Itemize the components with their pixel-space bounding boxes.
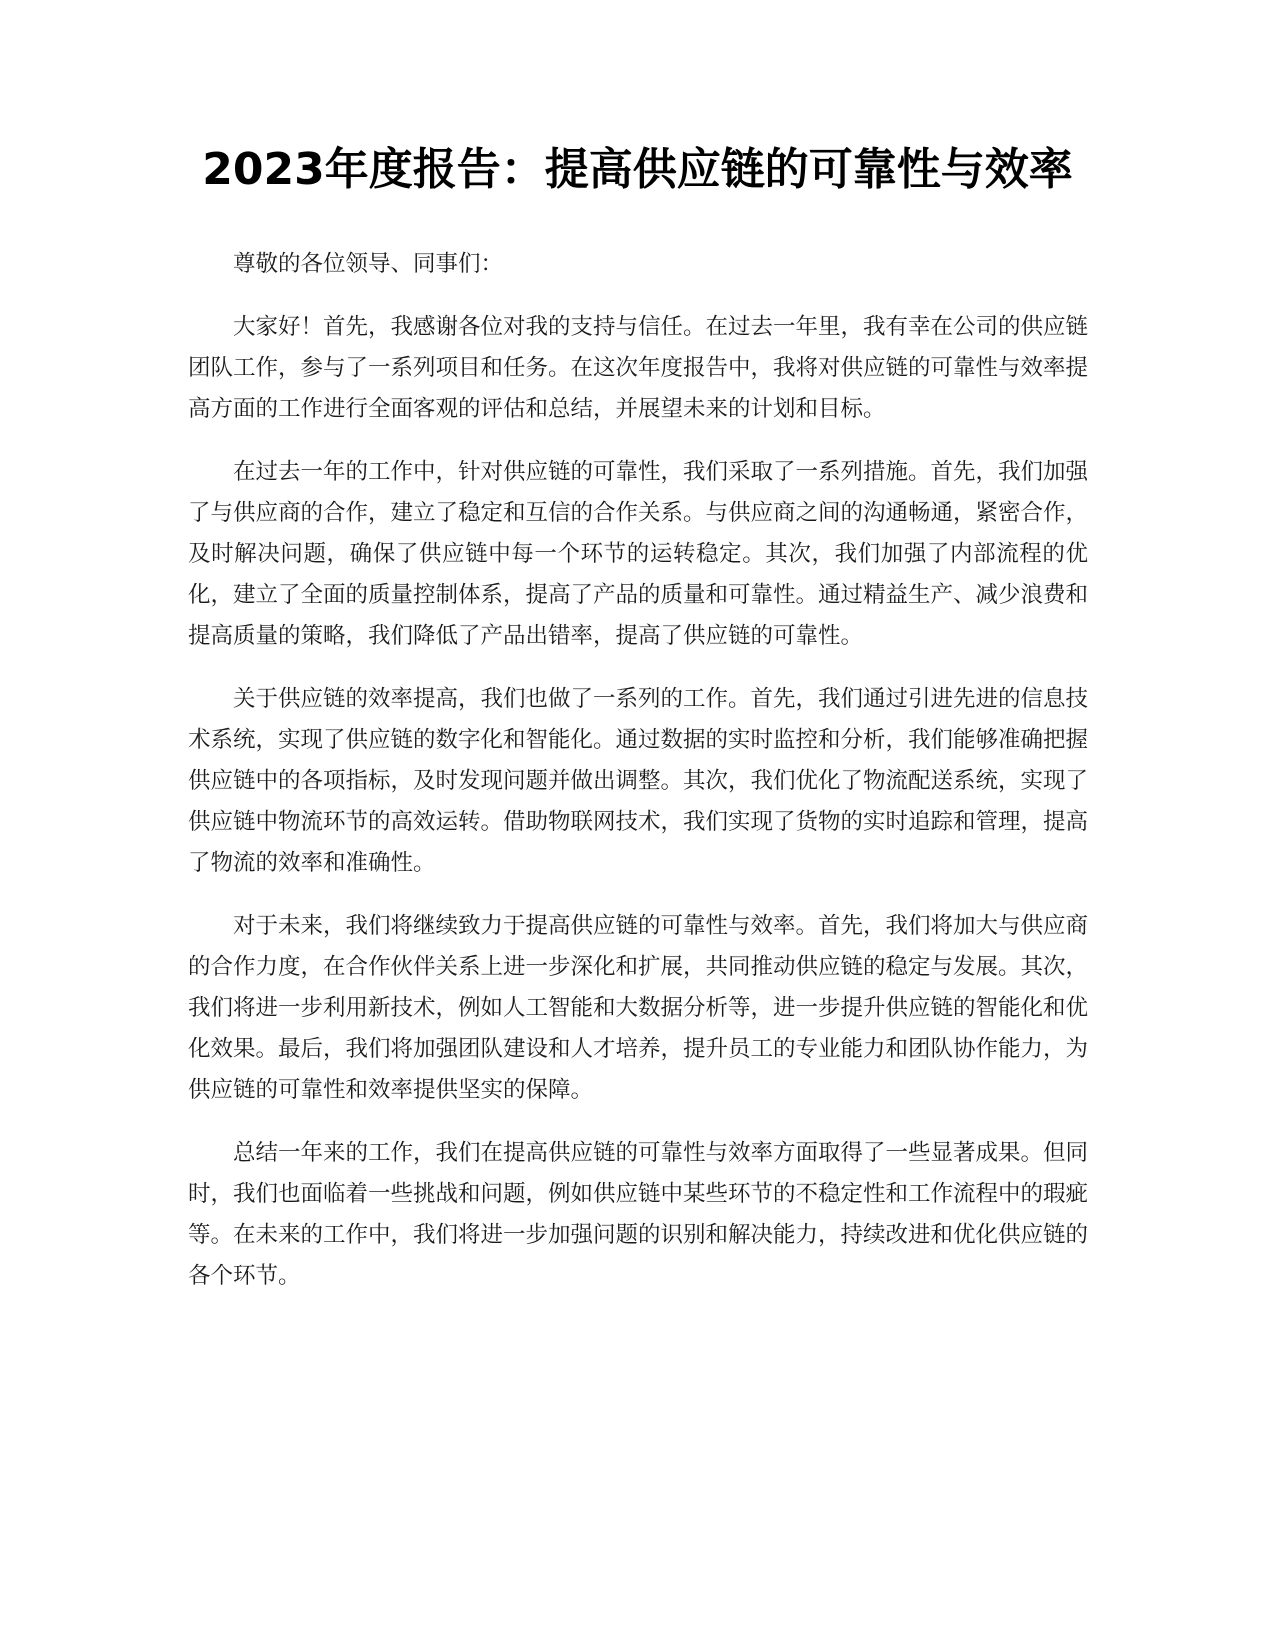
paragraph-reliability: 在过去一年的工作中，针对供应链的可靠性，我们采取了一系列措施。首先，我们加强了与供应商的合作，建立了稳定和互信的合作关系。与供应商之间的沟通畅通，紧密合作，及时解决问题，确保了供应链中每一个环节的运转稳定。其次，我们加强了内部流程的优化，建立了全面的质量控制体系，提高了产品的质量和可靠性。通过精益生产、减少浪费和提高质量的策略，我们降低了产品出错率，提高了供应链的可靠性。: [188, 459, 1089, 649]
paragraph-intro: 大家好！首先，我感谢各位对我的支持与信任。在过去一年里，我有幸在公司的供应链团队工作，参与了一系列项目和任务。在这次年度报告中，我将对供应链的可靠性与效率提高方面的工作进行全面客观的评估和总结，并展望未来的计划和目标。: [188, 314, 1089, 422]
paragraph-efficiency: 关于供应链的效率提高，我们也做了一系列的工作。首先，我们通过引进先进的信息技术系统，实现了供应链的数字化和智能化。通过数据的实时监控和分析，我们能够准确把握供应链中的各项指标，及时发现问题并做出调整。其次，我们优化了物流配送系统，实现了供应链中物流环节的高效运转。借助物联网技术，我们实现了货物的实时追踪和管理，提高了物流的效率和准确性。: [188, 686, 1089, 876]
salutation: 尊敬的各位领导、同事们：: [233, 251, 504, 277]
paragraph-future: 对于未来，我们将继续致力于提高供应链的可靠性与效率。首先，我们将加大与供应商的合作力度，在合作伙伴关系上进一步深化和扩展，共同推动供应链的稳定与发展。其次，我们将进一步利用新技术，例如人工智能和大数据分析等，进一步提升供应链的智能化和优化效果。最后，我们将加强团队建设和人才培养，提升员工的专业能力和团队协作能力，为供应链的可靠性和效率提供坚实的保障。: [188, 913, 1089, 1103]
document-body: [188, 244, 1088, 1319]
document-title: 2023年度报告：提高供应链的可靠性与效率: [202, 144, 1073, 195]
paragraph-summary: 总结一年来的工作，我们在提高供应链的可靠性与效率方面取得了一些显著成果。但同时，我们也面临着一些挑战和问题，例如供应链中某些环节的不稳定性和工作流程中的瑕疵等。在未来的工作中，我们将进一步加强问题的识别和解决能力，持续改进和优化供应链的各个环节。: [188, 1140, 1089, 1289]
